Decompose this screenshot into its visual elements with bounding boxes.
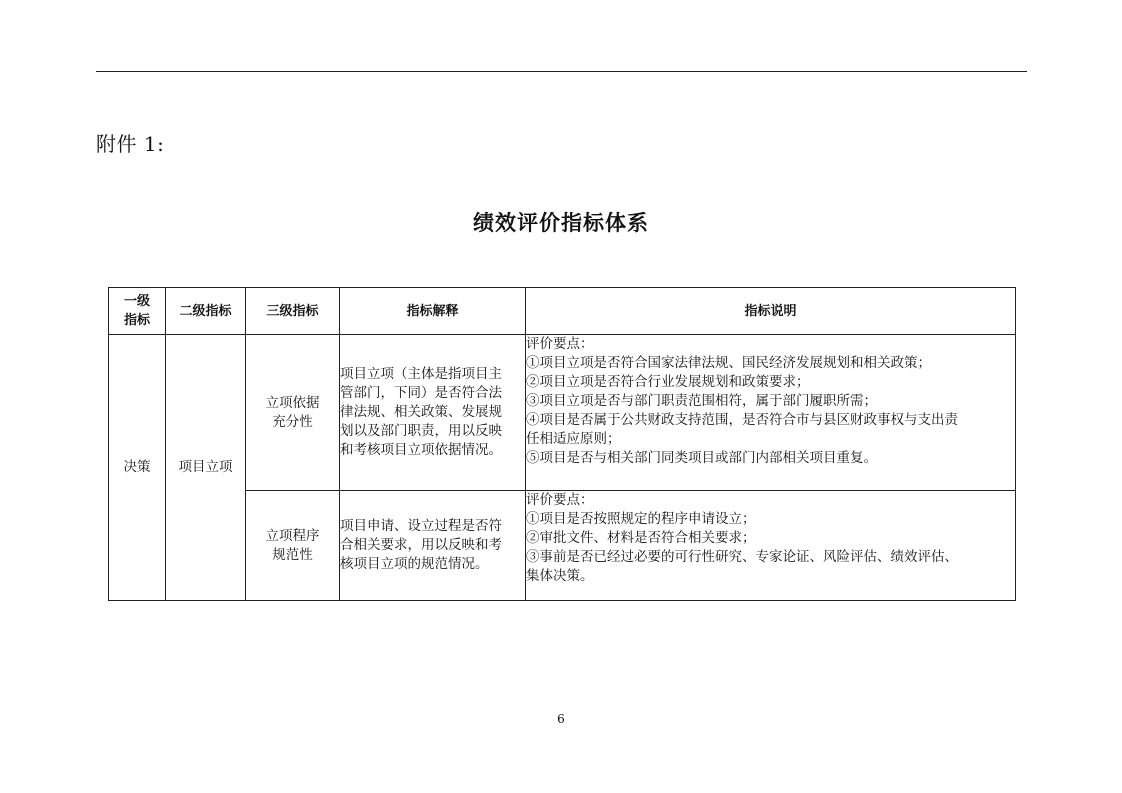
header-level1: 一级 指标 — [109, 288, 166, 335]
table-row — [109, 335, 1016, 491]
indicator-table — [108, 287, 1016, 601]
level3-cell: 立项程序 规范性 — [246, 491, 340, 601]
page-number: 6 — [557, 712, 565, 726]
explanation-cell: 项目立项（主体是指项目主 管部门，下同）是否符合法 律法规、相关政策、发展规 划以及部门职责，用以反映 和考核项目立项依据情况。 — [340, 335, 526, 491]
description-cell: 评价要点： ①项目立项是否符合国家法律法规、国民经济发展规划和相关政策； ②项目立项是否符合行业发展规划和政策要求； ③项目立项是否与部门职责范围相符，属于部门履职所需； ④项目是否属于公共财政支持范围，是否符合市与县区财政事权与支出责 任相适应原则； ⑤项目是否与相关部门同类项目或部门内部相关项目重复。 — [526, 335, 1016, 491]
attachment-label: 附件 1: — [96, 132, 165, 156]
header-level2: 二级指标 — [166, 288, 246, 335]
table-row — [109, 491, 1016, 601]
table-header-row — [109, 288, 1016, 335]
header-rule — [96, 71, 1027, 72]
level1-cell: 决策 — [109, 335, 166, 601]
description-cell: 评价要点： ①项目是否按照规定的程序申请设立； ②审批文件、材料是否符合相关要求； ③事前是否已经过必要的可行性研究、专家论证、风险评估、绩效评估、 集体决策。 — [526, 491, 1016, 601]
explanation-cell: 项目申请、设立过程是否符 合相关要求，用以反映和考 核项目立项的规范情况。 — [340, 491, 526, 601]
header-description: 指标说明 — [526, 288, 1016, 335]
level3-cell: 立项依据 充分性 — [246, 335, 340, 491]
header-explanation: 指标解释 — [340, 288, 526, 335]
level2-cell: 项目立项 — [166, 335, 246, 601]
header-level3: 三级指标 — [246, 288, 340, 335]
document-title: 绩效评价指标体系 — [473, 211, 649, 235]
